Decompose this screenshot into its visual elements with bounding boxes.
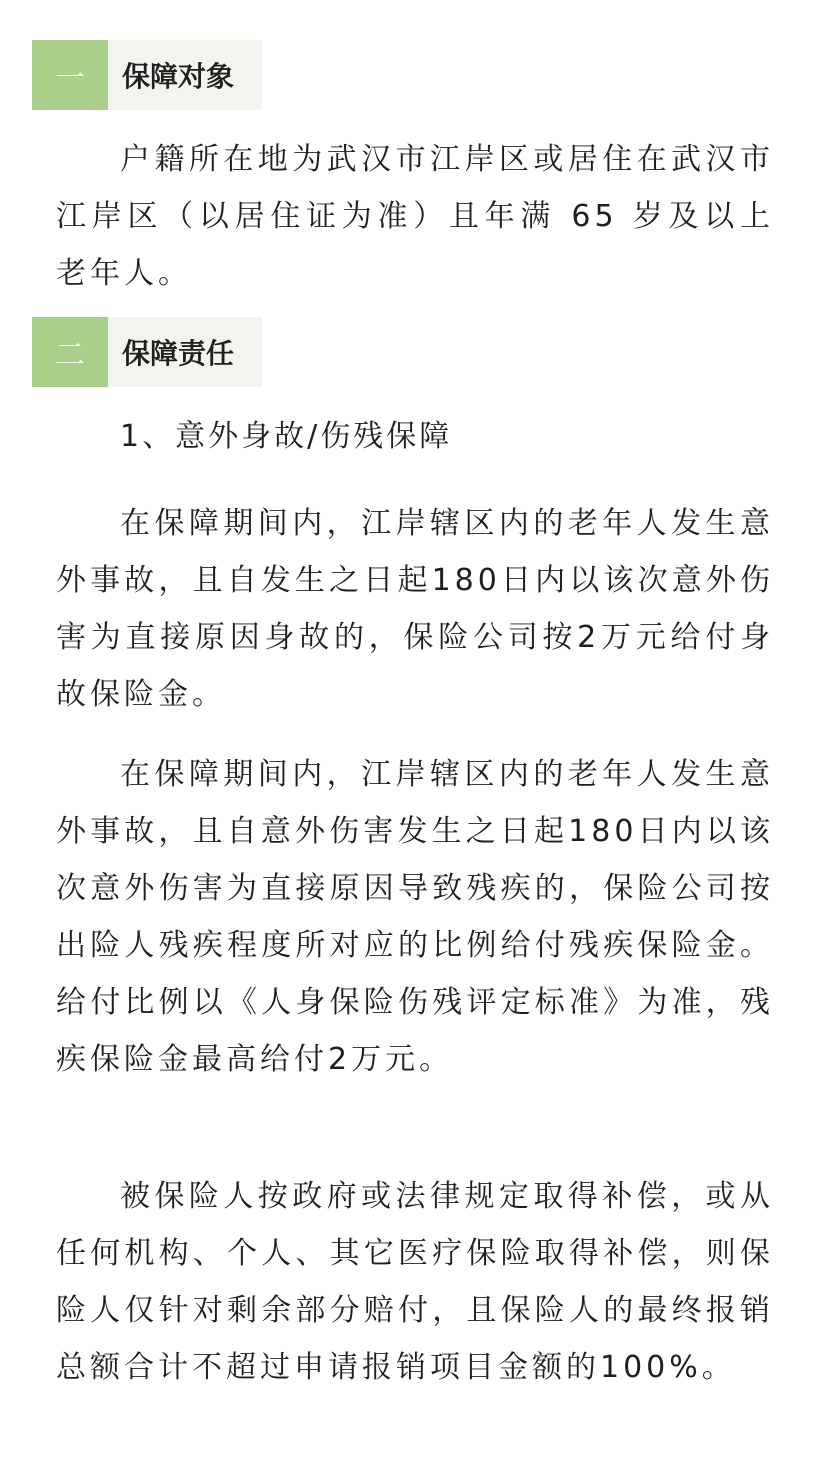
section-title-2: 保障责任: [108, 317, 262, 387]
section-number-2: 二: [32, 317, 108, 387]
section-title-1: 保障对象: [108, 40, 262, 110]
section-header-1: [32, 40, 262, 110]
paragraph-disability-benefit: 在保障期间内，江岸辖区内的老年人发生意外事故，且自意外伤害发生之日起180日内以该次意外伤害为直接原因导致残疾的，保险公司按出险人残疾程度所对应的比例给付残疾保险金。给付比例以《人身保险伤残评定标准》为准，残疾保险金最高给付2万元。: [56, 757, 774, 1077]
paragraph-compensation-rule: 被保险人按政府或法律规定取得补偿，或从任何机构、个人、其它医疗保险取得补偿，则保险人仅针对剩余部分赔付，且保险人的最终报销总额合计不超过申请报销项目金额的100%。: [56, 1179, 774, 1385]
paragraph-death-benefit: 在保障期间内，江岸辖区内的老年人发生意外事故，且自发生之日起180日内以该次意外伤害为直接原因身故的，保险公司按2万元给付身故保险金。: [56, 506, 774, 712]
section-header-2: [32, 317, 262, 387]
section-number-1: 一: [32, 40, 108, 110]
section1-paragraph: 户籍所在地为武汉市江岸区或居住在武汉市江岸区（以居住证为准）且年满 65 岁及以上老年人。: [56, 142, 774, 291]
sub-heading-accident: 1、意外身故/伤残保障: [120, 419, 453, 454]
